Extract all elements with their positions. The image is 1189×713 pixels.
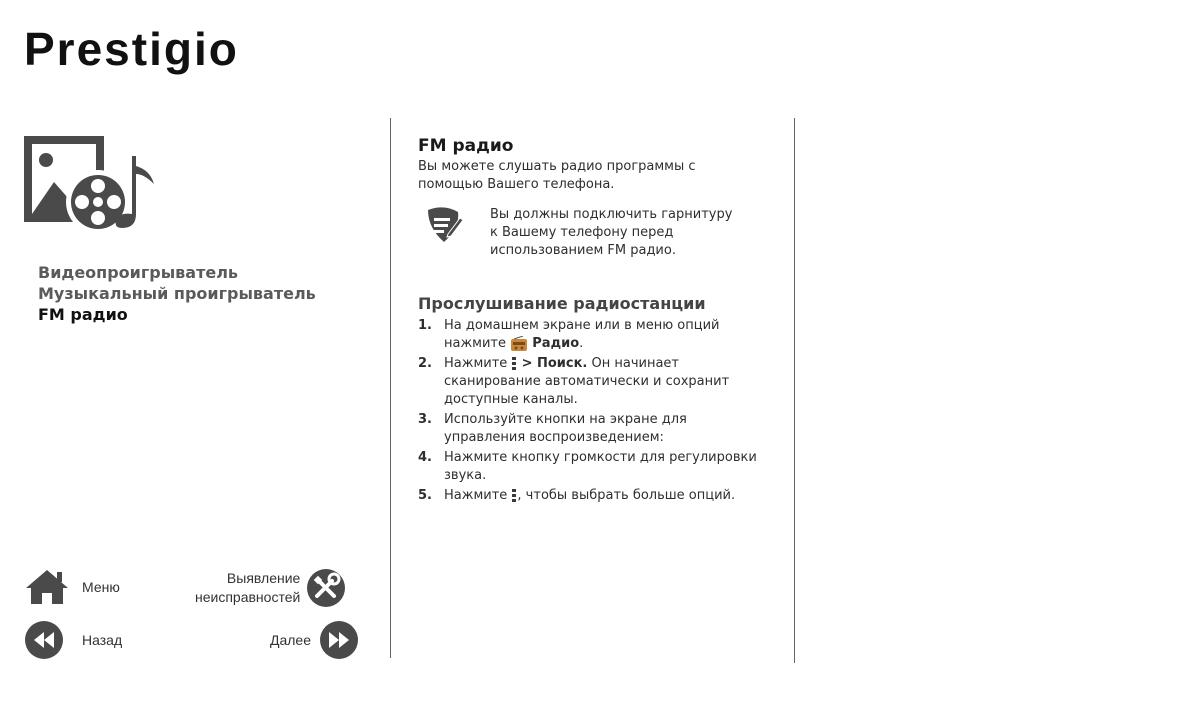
step-number: 4.: [418, 450, 432, 465]
column-divider-left: [390, 118, 391, 658]
note-pencil-icon: [424, 206, 464, 244]
step-text: Используйте кнопки на экране для: [444, 412, 687, 427]
media-film-music-icon: [24, 136, 164, 236]
radio-app-icon: [510, 336, 528, 352]
sidebar-item-music-player[interactable]: Музыкальный проигрыватель: [38, 284, 316, 303]
next-button[interactable]: [270, 620, 359, 660]
step-keyword: > Поиск.: [521, 356, 588, 371]
home-icon: [24, 568, 70, 606]
step-text: звука.: [444, 468, 487, 483]
list-item: [418, 355, 778, 409]
sidebar-item-video-player[interactable]: Видеопроигрыватель: [38, 263, 239, 282]
back-label: Назад: [82, 632, 123, 648]
step-number: 1.: [418, 318, 432, 333]
back-button[interactable]: [24, 620, 122, 660]
brand-logo: Prestigio: [24, 23, 239, 75]
step-number: 5.: [418, 488, 432, 503]
list-item: [418, 411, 778, 447]
note-line-3: использованием FM радио.: [490, 243, 676, 258]
next-label: Далее: [270, 632, 312, 648]
step-text: Нажмите: [444, 356, 512, 371]
note-line-2: к Вашему телефону перед: [490, 225, 674, 240]
step-number: 3.: [418, 412, 432, 427]
step-number: 2.: [418, 356, 432, 371]
intro-text: [418, 158, 778, 194]
sidebar-item-fm-radio[interactable]: FM радио: [38, 305, 128, 324]
column-divider-right: [794, 118, 795, 663]
troubleshoot-label-line2: неисправностей: [195, 589, 301, 605]
list-item: [418, 449, 778, 485]
section-title: Прослушивание радиостанции: [418, 294, 706, 313]
note-line-1: Вы должны подключить гарнитуру: [490, 207, 733, 222]
page-title: FM радио: [418, 136, 514, 156]
intro-line-1: Вы можете слушать радио программы с: [418, 159, 696, 174]
step-text: .: [579, 336, 584, 351]
steps-list: [418, 317, 778, 505]
list-item: [418, 487, 778, 505]
list-item: [418, 317, 778, 353]
menu-button[interactable]: [24, 568, 120, 606]
step-text: управления воспроизведением:: [444, 430, 664, 445]
troubleshoot-label-line1: Выявление: [226, 570, 301, 586]
content-panel: [418, 136, 778, 507]
step-keyword: Радио: [532, 336, 580, 351]
step-text: Нажмите: [444, 488, 512, 503]
tools-icon: [306, 568, 346, 608]
step-text: На домашнем экране или в меню опций: [444, 318, 720, 333]
step-text: , чтобы выбрать больше опций.: [517, 488, 736, 503]
fast-forward-icon: [319, 620, 359, 660]
step-text: Он начинает: [587, 356, 680, 371]
rewind-icon: [24, 620, 64, 660]
intro-line-2: помощью Вашего телефона.: [418, 177, 615, 192]
menu-dots-icon: [511, 356, 517, 372]
step-text: Нажмите кнопку громкости для регулировки: [444, 450, 757, 465]
step-text: нажмите: [444, 336, 511, 351]
troubleshooting-button[interactable]: [195, 568, 346, 608]
note-block: [418, 206, 778, 260]
step-text: сканирование автоматически и сохранит: [444, 374, 730, 389]
step-text: доступные каналы.: [444, 392, 578, 407]
sidebar-nav: [38, 262, 316, 325]
menu-label: Меню: [82, 579, 120, 595]
